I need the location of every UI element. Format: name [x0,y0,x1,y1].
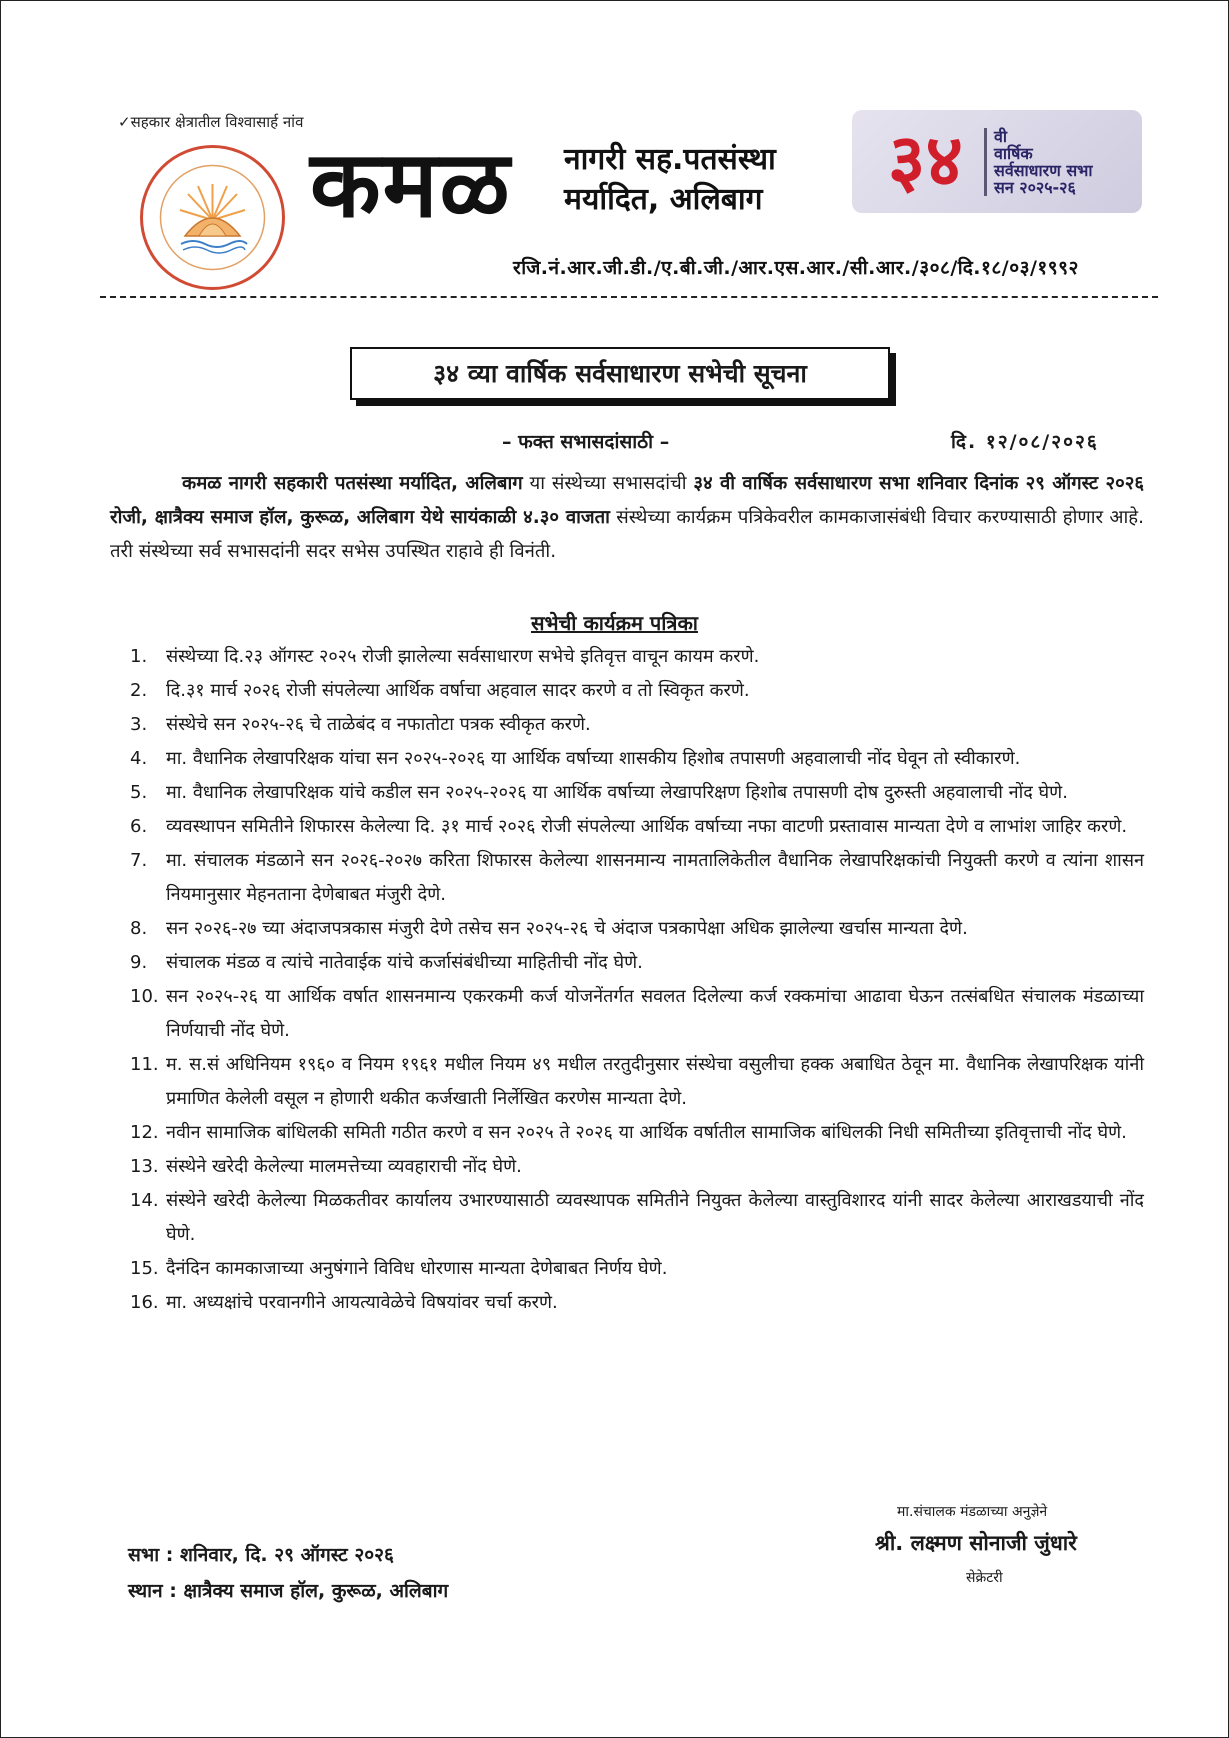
agenda-item-number: 4. [130,748,148,769]
agenda-item-text: व्यवस्थापन समितीने शिफारस केलेल्या दि. ३१ मार्च २०२६ रोजी संपलेल्या आर्थिक वर्षाच्या नफा वाटणी प्रस्तावास मान्यता देणे व लाभांश जाहिर करणे. [166,816,1128,837]
agenda-item-text: दैनंदिन कामकाजाच्या अनुषंगाने विविध धोरणास मान्यता देणेबाबत निर्णय घेणे. [166,1258,668,1279]
agenda-item [130,708,1144,742]
agenda-item [130,1048,1144,1116]
agenda-item-text: दि.३१ मार्च २०२६ रोजी संपलेल्या आर्थिक वर्षाचा अहवाल सादर करणे व तो स्विकृत करणे. [166,680,750,701]
agenda-item-text: सन २०२५-२६ या आर्थिक वर्षात शासनमान्य एकरकमी कर्ज योजनेंतर्गत सवलत दिलेल्या कर्ज रक्कमांचा आढावा घेऊन तत्संबधित संचालक मंडळाच्या निर्णयाची नोंद घेणे. [166,986,1144,1041]
agenda-item-number: 13. [130,1156,159,1177]
intro-text-1: या संस्थेच्या सभासदांची [522,473,694,494]
agenda-item-text: संस्थेने खरेदी केलेल्या मालमत्तेच्या व्यवहाराची नोंद घेणे. [166,1156,522,1177]
agenda-item [130,946,1144,980]
meeting-day: सभा : शनिवार, दि. २९ ऑगस्ट २०२६ [128,1544,394,1566]
agenda-item-number: 11. [130,1054,159,1075]
agenda-item [130,810,1144,844]
agenda-item-text: नवीन सामाजिक बांधिलकी समिती गठीत करणे व सन २०२५ ते २०२६ या आर्थिक वर्षातील सामाजिक बांधिलकी निधी समितीच्या इतिवृत्ताची नोंद घेणे. [166,1122,1127,1143]
intro-text-2: संस्थेच्या कार्यक्रम पत्रिकेवरील कामकाजासंबंधी विचार करण्यासाठी होणार आहे. तरी संस्थेच्या सर्व सभासदांनी सदर सभेस उपस्थित राहावे ही विनंती. [110,507,1144,562]
agenda-item [130,1252,1144,1286]
agenda-item-number: 16. [130,1292,159,1313]
agenda-item-number: 10. [130,986,159,1007]
badge-line3: सर्वसाधारण सभा [994,161,1093,180]
agenda-item-number: 8. [130,918,148,939]
agenda-item-text: संस्थेचे सन २०२५-२६ चे ताळेबंद व नफातोटा पत्रक स्वीकृत करणे. [166,714,591,735]
seal-graphic [143,148,282,287]
agenda-item-number: 3. [130,714,148,735]
tagline: ✓सहकार क्षेत्रातील विश्वासार्ह नांव [118,113,304,131]
badge-line4: सन २०२५-२६ [994,178,1076,197]
agenda-item-number: 9. [130,952,148,973]
signatory-designation: सेक्रेटरी [966,1570,1003,1586]
dashed-divider [100,296,1158,298]
agenda-item [130,674,1144,708]
agenda-item [130,776,1144,810]
agenda-item-number: 2. [130,680,148,701]
intro-society-name: कमळ नागरी सहकारी पतसंस्था मर्यादित, अलिबाग [182,473,523,494]
badge-number: ३४ [888,118,963,202]
badge-divider [984,128,987,196]
registration-number: रजि.नं.आर.जी.डी./ए.बी.जी./आर.एस.आर./सी.आर./३०८/दि.१८/०३/१९९२ [513,257,1079,279]
agenda-item [130,1116,1144,1150]
agenda-item-text: सन २०२६-२७ च्या अंदाजपत्रकास मंजुरी देणे तसेच सन २०२५-२६ चे अंदाज पत्रकापेक्षा अधिक झालेल्या खर्चास मान्यता देणे. [166,918,968,939]
meeting-place: स्थान : क्षात्रैक्य समाज हॉल, कुरूळ, अलिबाग [128,1580,449,1602]
logo-wordmark: कमळ [310,130,512,238]
badge-line1: वी [994,127,1008,146]
badge-line2: वार्षिक [994,144,1033,163]
agenda-item-number: 5. [130,782,148,803]
society-name [564,140,776,220]
agenda-item [130,912,1144,946]
agenda-item-number: 1. [130,646,148,667]
notice-title: ३४ व्या वार्षिक सर्वसाधारण सभेची सूचना [350,347,890,400]
agenda-item [130,1150,1144,1184]
agenda-item-text: मा. वैधानिक लेखापरिक्षक यांचा सन २०२५-२०२६ या आर्थिक वर्षाच्या शासकीय हिशोब तपासणी अहवालाची नोंद घेवून तो स्वीकारणे. [166,748,1021,769]
notice-date: दि. १२/०८/२०२६ [951,431,1099,453]
agenda-item [130,1286,1144,1320]
notice-intro [110,467,1144,569]
signatory-name: श्री. लक्ष्मण सोनाजी जुंधारे [875,1531,1077,1555]
agenda-item [130,742,1144,776]
intro-meeting-details: ३४ वी वार्षिक सर्वसाधारण सभा शनिवार दिनांक २९ ऑगस्ट २०२६ रोजी, क्षात्रैक्य समाज हॉल, कुरूळ, अलिबाग येथे सायंकाळी ४.३० वाजता [110,473,1144,528]
agenda-item-number: 15. [130,1258,159,1279]
agenda-item-text: म. स.सं अधिनियम १९६० व नियम १९६१ मधील नियम ४९ मधील तरतुदीनुसार संस्थेचा वसुलीचा हक्क अबाधित ठेवून मा. वैधानिक लेखापरिक्षक यांनी प्रमाणित केलेली वसूल न होणारी थकीत कर्जखाती निर्लेखित करणेस मान्यता देणे. [166,1054,1144,1109]
agenda-item-text: मा. अध्यक्षांचे परवानगीने आयत्यावेळेचे विषयांवर चर्चा करणे. [166,1292,558,1313]
agenda-item-text: संस्थेच्या दि.२३ ऑगस्ट २०२५ रोजी झालेल्या सर्वसाधारण सभेचे इतिवृत्त वाचून कायम करणे. [166,646,760,667]
agenda-heading: सभेची कार्यक्रम पत्रिका [531,611,698,635]
agenda-item [130,640,1144,674]
signature-permission: मा.संचालक मंडळाच्या अनुज्ञेने [897,1504,1048,1520]
society-name-line1: नागरी सह.पतसंस्था [564,142,776,177]
agenda-item [130,844,1144,912]
members-only-label: – फक्त सभासदांसाठी – [502,431,670,453]
agenda-item-number: 6. [130,816,148,837]
agenda-item-text: मा. वैधानिक लेखापरिक्षक यांचे कडील सन २०२५-२०२६ या आर्थिक वर्षाच्या लेखापरिक्षण हिशोब तपासणी दोष दुरुस्ती अहवालाची नोंद घेणे. [166,782,1068,803]
society-name-line2: मर्यादित, अलिबाग [564,182,763,217]
agenda-item-text: मा. संचालक मंडळाने सन २०२६-२०२७ करिता शिफारस केलेल्या शासनमान्य नामतालिकेतील वैधानिक लेखापरिक्षकांची नियुक्ती करणे व त्यांना शासन नियमानुसार मेहनताना देणेबाबत मंजुरी देणे. [166,850,1144,905]
agm-badge [852,110,1142,213]
society-seal-logo [140,145,285,290]
agenda-item [130,980,1144,1048]
badge-text [994,128,1093,196]
agenda-item-text: संचालक मंडळ व त्यांचे नातेवाईक यांचे कर्जासंबंधीच्या माहितीची नोंद घेणे. [166,952,643,973]
agenda-item-number: 12. [130,1122,159,1143]
agenda-item-text: संस्थेने खरेदी केलेल्या मिळकतीवर कार्यालय उभारण्यासाठी व्यवस्थापक समितीने नियुक्त केलेल्या वास्तुविशारद यांनी सादर केलेल्या आराखडयाची नोंद घेणे. [166,1190,1144,1245]
agenda-item-number: 7. [130,850,148,871]
agenda-item [130,1184,1144,1252]
agenda-list [130,640,1144,1320]
agenda-item-number: 14. [130,1190,159,1211]
